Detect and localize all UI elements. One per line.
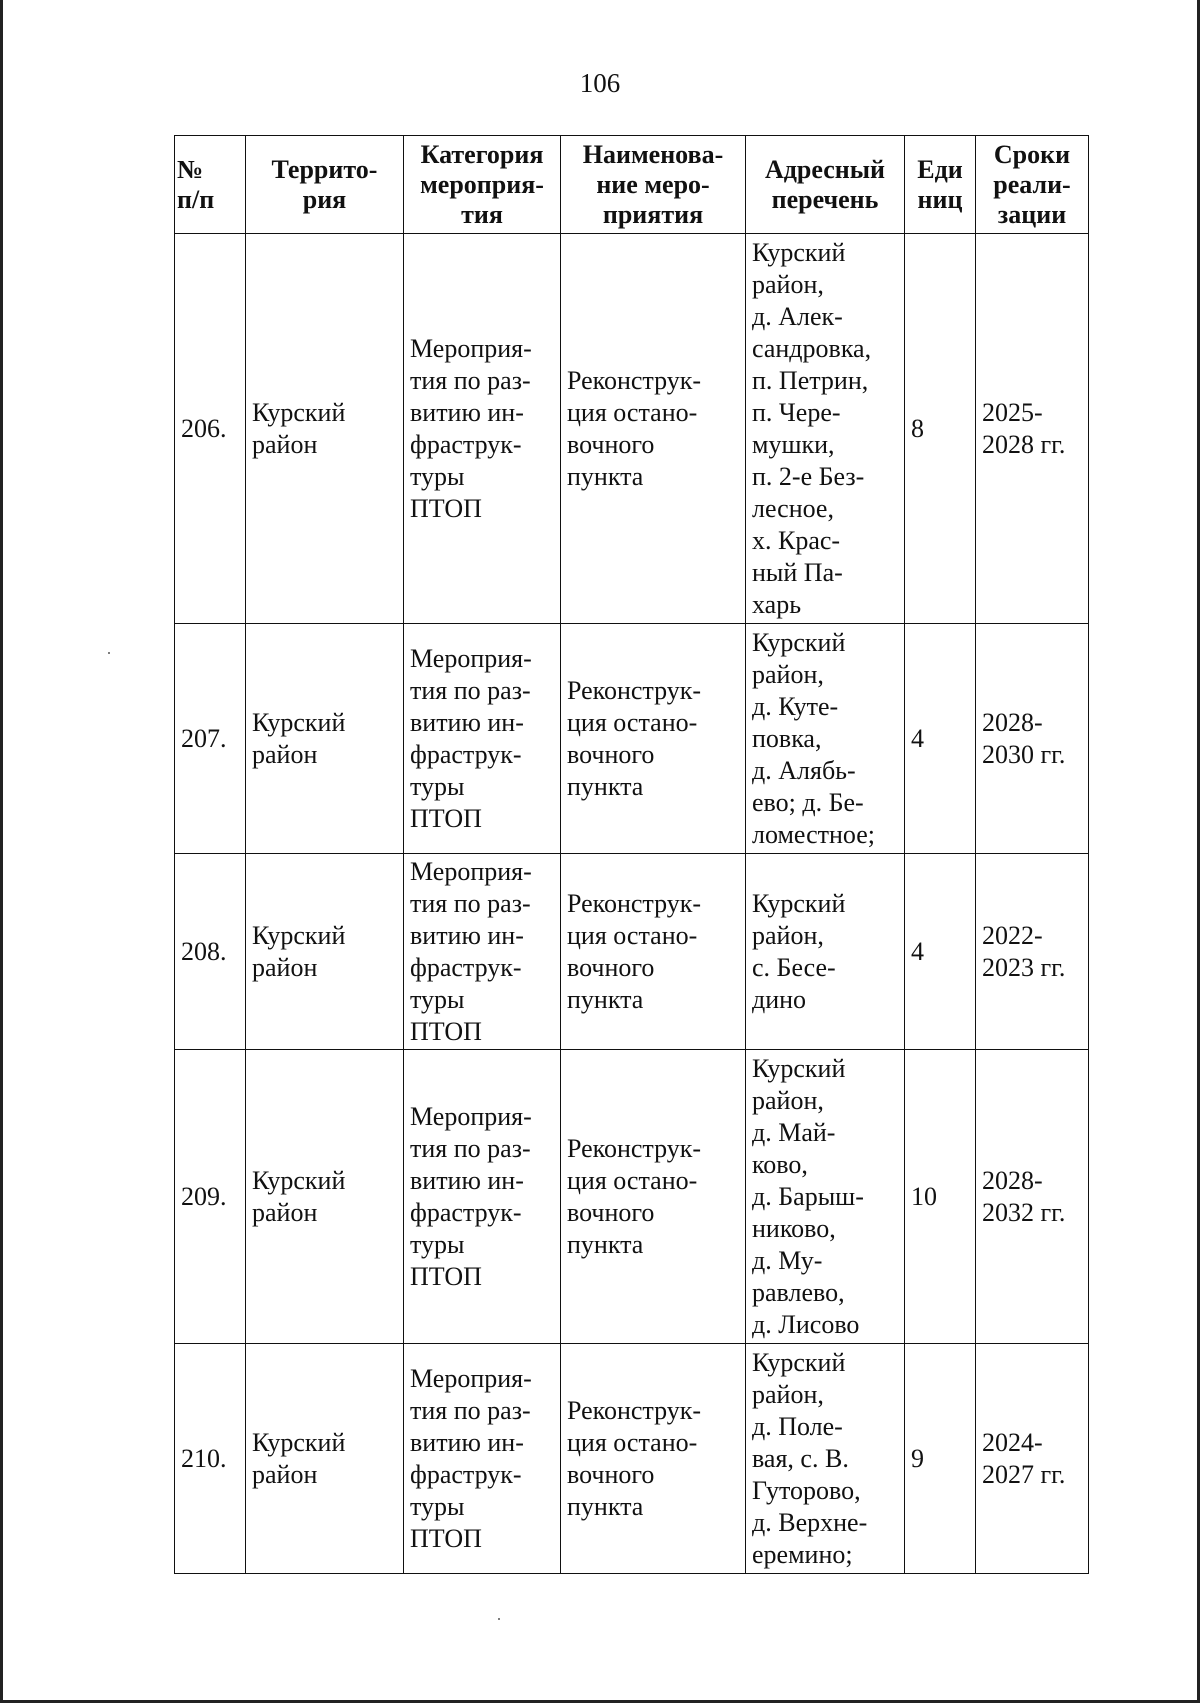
cell-territory: Курский район	[246, 1344, 404, 1574]
cell-name: Реконструк- ция остано- вочного пункта	[561, 854, 746, 1050]
header-num: № п/п	[175, 136, 246, 234]
cell-terms: 2028- 2030 гг.	[976, 624, 1089, 854]
cell-name: Реконструк- ция остано- вочного пункта	[561, 1050, 746, 1344]
cell-territory: Курский район	[246, 234, 404, 624]
cell-units: 4	[905, 854, 976, 1050]
scan-border-left	[0, 0, 3, 1703]
cell-num: 207.	[175, 624, 246, 854]
table-row	[175, 1050, 1089, 1344]
cell-category: Мероприя- тия по раз- витию ин- фраструк- туры ПТОП	[404, 234, 561, 624]
header-units: Еди ниц	[905, 136, 976, 234]
table-row	[175, 234, 1089, 624]
cell-num: 208.	[175, 854, 246, 1050]
cell-address: Курский район, с. Бесе- дино	[746, 854, 905, 1050]
header-category: Категория мероприя- тия	[404, 136, 561, 234]
cell-category: Мероприя- тия по раз- витию ин- фраструк- туры ПТОП	[404, 854, 561, 1050]
header-territory: Террито- рия	[246, 136, 404, 234]
cell-num: 209.	[175, 1050, 246, 1344]
cell-name: Реконструк- ция остано- вочного пункта	[561, 624, 746, 854]
cell-address: Курский район, д. Куте- повка, д. Алябь- ево; д. Бе- ломестное;	[746, 624, 905, 854]
cell-units: 9	[905, 1344, 976, 1574]
cell-terms: 2022- 2023 гг.	[976, 854, 1089, 1050]
header-address: Адресный перечень	[746, 136, 905, 234]
cell-num: 206.	[175, 234, 246, 624]
cell-terms: 2025- 2028 гг.	[976, 234, 1089, 624]
cell-territory: Курский район	[246, 1050, 404, 1344]
cell-territory: Курский район	[246, 624, 404, 854]
header-terms: Сроки реали- зации	[976, 136, 1089, 234]
scan-speck	[498, 1618, 500, 1620]
cell-category: Мероприя- тия по раз- витию ин- фраструк- туры ПТОП	[404, 624, 561, 854]
cell-address: Курский район, д. Поле- вая, с. В. Гуторово, д. Верхне- еремино;	[746, 1344, 905, 1574]
cell-address: Курский район, д. Алек- сандровка, п. Петрин, п. Чере- мушки, п. 2-е Без- лесное, х. Крас- ный Па- харь	[746, 234, 905, 624]
cell-address: Курский район, д. Май- ково, д. Барыш- никово, д. Му- равлево, д. Лисово	[746, 1050, 905, 1344]
cell-category: Мероприя- тия по раз- витию ин- фраструк- туры ПТОП	[404, 1344, 561, 1574]
cell-units: 8	[905, 234, 976, 624]
cell-num: 210.	[175, 1344, 246, 1574]
table-row	[175, 1344, 1089, 1574]
cell-name: Реконструк- ция остано- вочного пункта	[561, 234, 746, 624]
cell-terms: 2024- 2027 гг.	[976, 1344, 1089, 1574]
cell-units: 10	[905, 1050, 976, 1344]
table-header-row	[175, 136, 1089, 234]
cell-name: Реконструк- ция остано- вочного пункта	[561, 1344, 746, 1574]
table-row	[175, 624, 1089, 854]
scan-speck	[108, 652, 110, 654]
cell-category: Мероприя- тия по раз- витию ин- фраструк- туры ПТОП	[404, 1050, 561, 1344]
table-row	[175, 854, 1089, 1050]
header-name: Наименова- ние меро- приятия	[561, 136, 746, 234]
cell-territory: Курский район	[246, 854, 404, 1050]
measures-table	[174, 135, 1089, 1574]
cell-units: 4	[905, 624, 976, 854]
page-number: 106	[579, 68, 621, 98]
cell-terms: 2028- 2032 гг.	[976, 1050, 1089, 1344]
